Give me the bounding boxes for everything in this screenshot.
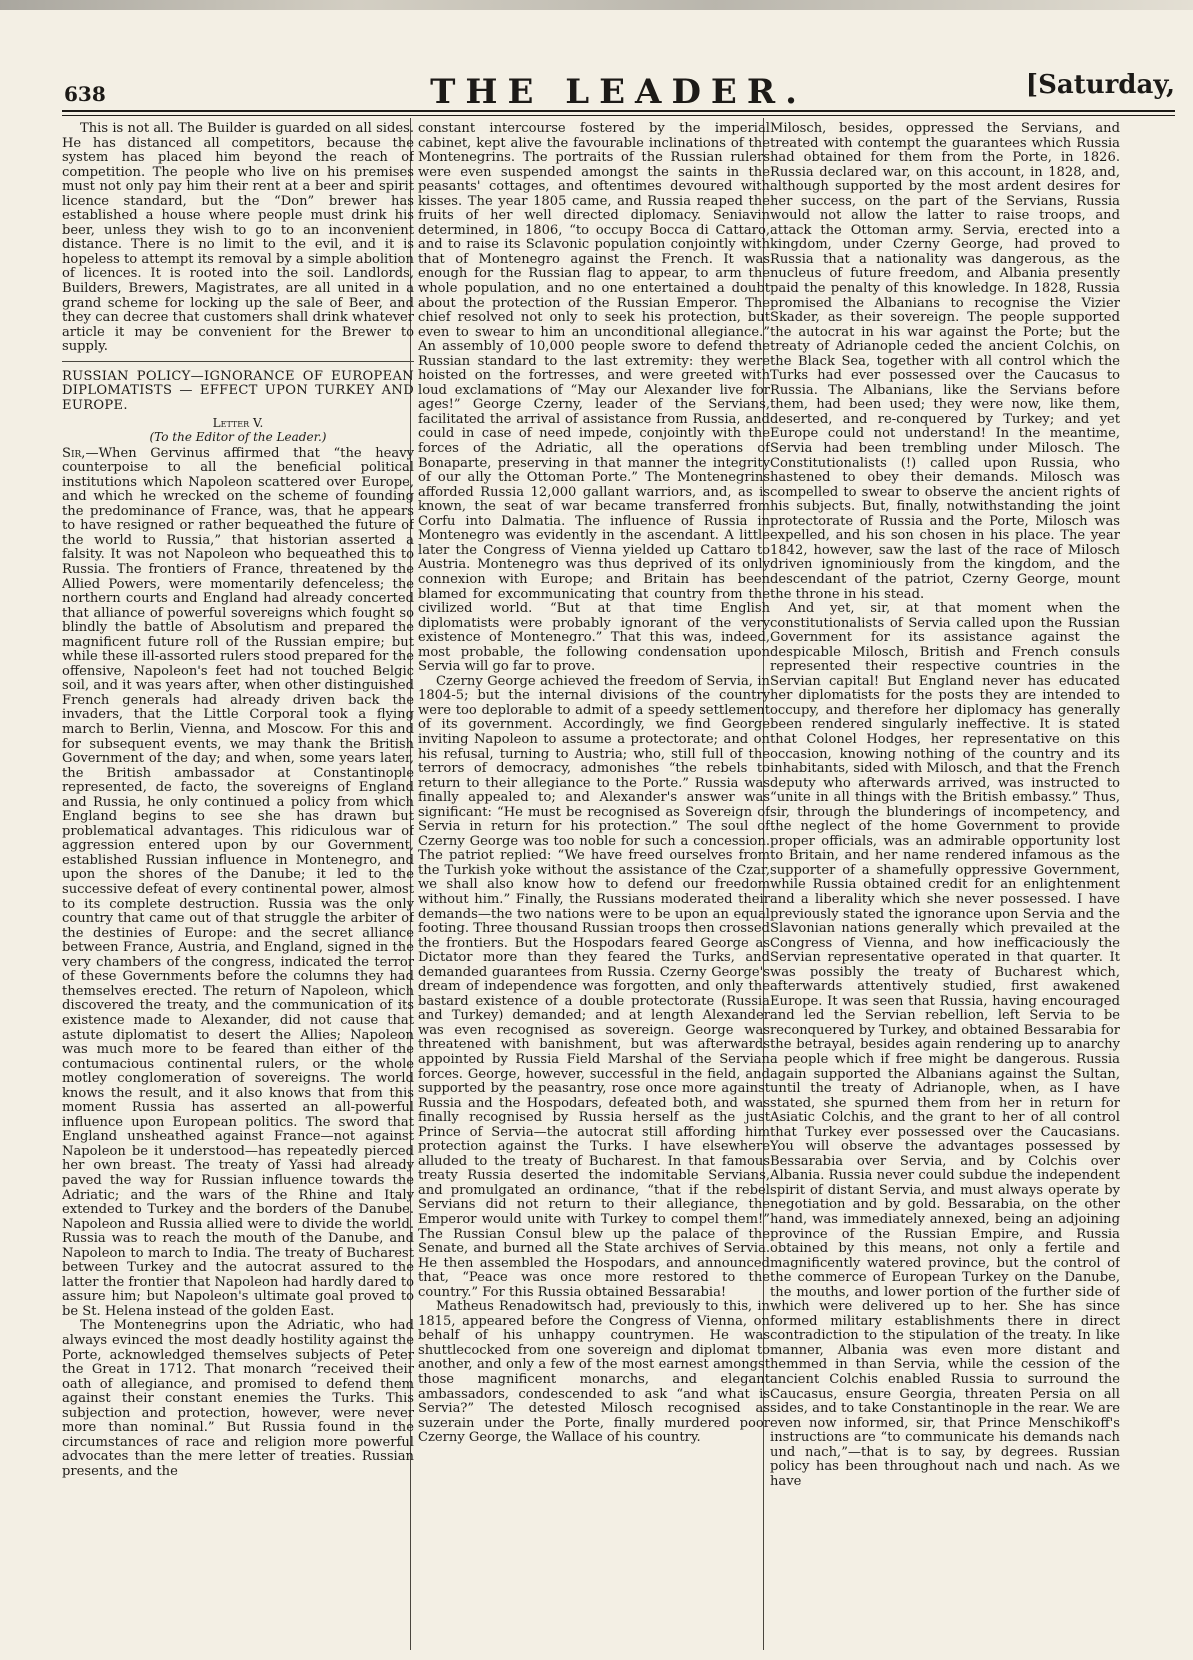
column-1 xyxy=(62,122,414,1652)
masthead-rule-thin xyxy=(62,115,1175,116)
newspaper-title: THE LEADER. xyxy=(430,72,807,112)
column-3 xyxy=(770,122,1120,1652)
paragraph: Matheus Renadowitsch had, previously to this, in 1815, appeared before the Congress of Vienna, on behalf of his unhappy countrymen. He was shuttlecocked from one sovereign and diplomat to another, and only a few of the most earnest amongst those magnificent monarchs, and elegant ambassadors, condescended to ask “and what is Servia?” The detested Milosch recognised as suzerain under the Porte, finally murdered poor Czerny George, the Wallace of his country. xyxy=(418,1299,770,1446)
column-2 xyxy=(418,122,770,1652)
paragraph: The Montenegrins upon the Adriatic, who had always evinced the most deadly hostility against the Porte, acknowledged themselves subjects of Peter the Great in 1712. That monarch “received their oath of allegiance, and promised to defend them against their constant enemies the Turks. This subjection and protection, however, were never more than nominal.” But Russia found in the circumstances of race and religion more powerful advocates than the mere letter of treaties. Russian presents, and the xyxy=(62,1318,414,1479)
paragraph: Czerny George achieved the freedom of Servia, in 1804-5; but the internal divisions of the country were too deplorable to admit of a speedy settlement of its government. Accordingly, we find George inviting Napoleon to assume a protectorate; and on his refusal, turning to Austria; who, still full of the terrors of democracy, admonishes “the rebels to return to their allegiance to the Porte.” Russia was finally appealed to; and Alexander's answer was significant: “He must be recognised as Sovereign of Servia in return for his protection.” The soul of Czerny George was too noble for such a concession. The patriot replied: “We have freed ourselves from the Turkish yoke without the assistance of the Czar, we shall also know how to defend our freedom without him.” Finally, the Russians moderated their demands—the two nations were to be upon an equal footing. Three thousand Russian troops then crossed the frontiers. But the Hospodars feared George as Dictator more than they feared the Turks, and demanded guarantees from Russia. Czerny George's dream of independence was forgotten, and only the bastard existence of a double protectorate (Russia and Turkey) demanded; and at length Alexander was even recognised as sovereign. George was threatened with banishment, but was afterwards appointed by Russia Field Marshal of the Servian forces. George, however, successful in the field, and supported by the peasantry, rose once more against Russia and the Hospodars, defeated both, and was finally recognised by Russia herself as the just Prince of Servia—the autocrat still affording him protection against the Turks. I have elsewhere alluded to the treaty of Bucharest. In that famous treaty Russia deserted the indomitable Servians, and promulgated an ordinance, “that if the rebel Servians did not return to their allegiance, the Emperor would unite with Turkey to compel them!” The Russian Consul blew up the palace of the Senate, and burned all the State archives of Servia. He then assembled the Hospodars, and announced that, “Peace was once more restored to the country.” For this Russia obtained Bessarabia! xyxy=(418,673,770,1300)
letter-paragraph-text: —When Gervinus affirmed that “the heavy counterpoise to all the beneficial political institutions which Napoleon scattered over Europe, and which he wrecked on the scheme of founding the predominance of France, was, that he appears to have resigned or rather bequeathed the future of the world to Russia,” that historian asserted a falsity. It was not Napoleon who bequeathed this to Russia. The frontiers of France, threatened by the Allied Powers, were momentarily defenceless; the northern courts and England had already concerted that alliance of powerful sovereigns which fought so blindly the battle of Absolutism and prepared the magnificent future roll of the Russian empire; but while these ill-assorted rulers stood prepared for the offensive, Napoleon's feet had not touched Belgic soil, and it was years after, when other distinguished French generals had already driven back the invaders, that the Little Corporal took a flying march to Berlin, Vienna, and Moscow. For this and for subsequent events, we may thank the British Government of the day; and when, some years later, the British ambassador at Constantinople represented, de facto, the sovereigns of England and Russia, he only continued a policy from which England begins to see she has drawn but problematical advantages. This ridiculous war of aggression entered upon by our Government, established Russian influence in Montenegro, and upon the shores of the Danube; it led to the successive defeat of every continental power, almost to its complete destruction. Russia was the only country that came out of that struggle the arbiter of the destinies of Europe: and the secret alliance between France, Austria, and England, signed in the very chambers of the congress, indicated the terror of these Governments before the columns they had themselves erected. The return of Napoleon, which discovered the treaty, and the communication of its existence made to Alexander, did not cause that astute diplomatist to desert the Allies; Napoleon was much more to be feared than either of the contumacious continental rulers, or the whole motley conglomeration of sovereigns. The world knows the result, and it also knows that from this moment Russia has asserted an all-powerful influence upon European politics. The sword that England unsheathed against France—not against Napoleon be it understood—has repeatedly pierced her own breast. The treaty of Yassi had already paved the way for Russian influence towards the Adriatic; and the wars of the Rhine and Italy extended to Turkey and the borders of the Danube. Napoleon and Russia allied were to divide the world. Russia was to reach the mouth of the Danube, and Napoleon to march to India. The treaty of Bucharest between Turkey and the autocrat assured to the latter the frontier that Napoleon had hardly dared to assure him; but Napoleon's ultimate goal proved to be St. Helena instead of the golden East. xyxy=(62,445,414,1319)
paragraph: Milosch, besides, oppressed the Servians, and treated with contempt the guarantees which Russia had obtained for them from the Porte, in 1826. Russia declared war, on this account, in 1828, and, although supported by the most ardent desires for her success, on the part of the Servians, Russia would not allow the latter to raise troops, and attack the Ottoman army. Servia, erected into a kingdom, under Czerny George, had proved to Russia that a nationality was dangerous, as the nucleus of future freedom, and Albania presently paid the penalty of this knowledge. In 1828, Russia promised the Albanians to recognise the Vizier Skader, as their sovereign. The people supported the autocrat in his war against the Porte; but the treaty of Adrianople ceded the ancient Colchis, on the Black Sea, together with all control which the Turks had ever possessed over the Caucasus to Russia. The Albanians, like the Servians before them, had been used; they were now, like them, deserted, and re-conquered by Turkey; and yet Europe could not understand! In the meantime, Servia had been trembling under Milosch. The Constitutionalists (!) called upon Russia, who hastened to obey their demands. Milosch was compelled to swear to observe the ancient rights of his subjects. But, finally, notwithstanding the joint protectorate of Russia and the Porte, Milosch was expelled, and his son chosen in his place. The year 1842, however, saw the last of the race of Milosch driven ignominiously from the kingdom, and the descendant of the patriot, Czerny George, mount the throne in his stead. xyxy=(770,122,1120,602)
letter-number: Letter V. xyxy=(212,415,264,430)
paragraph: And yet, sir, at that moment when the constitutionalists of Servia called upon the Russian Government for its assistance against the despicable Milosch, British and French consuls represented their respective countries in the Servian capital! But England never has educated her diplomatists for the posts they are intended to occupy, and therefore her diplomacy has generally been rendered singularly ineffective. It is stated that Colonel Hodges, her representative on this occasion, knowing nothing of the country and its inhabitants, sided with Milosch, and that the French deputy who afterwards arrived, was instructed to “unite in all things with the British embassy.” Thus, sir, through the blunderings of incompetency, and the neglect of the home Government to provide proper officials, was an admirable opportunity lost to Britain, and her name rendered infamous as the supporter of a shamefully oppressive Government, while Russia obtained credit for an enlightenment and a liberality which she never possessed. I have previously stated the ignorance upon Servia and the Slavonian nations generally which prevailed at the Congress of Vienna, and how inefficaciously the Servian representative operated in that quarter. It was possibly the treaty of Bucharest which, afterwards attentively studied, first awakened Europe. It was seen that Russia, having encouraged and led the Servian rebellion, left Servia to be reconquered by Turkey, and obtained Bessarabia for the betrayal, besides again rendering up to anarchy a people which if free might be dangerous. Russia again supported the Albanians against the Sultan, until the treaty of Adrianople, when, as I have stated, she spurned them from her in return for Asiatic Colchis, and the grant to her of all control that Turkey ever possessed over the Caucasians. You will observe the advantages possessed by Bessarabia over Servia, and by Colchis over Albania. Russia never could subdue the independent spirit of distant Servia, and must always operate by negotiation and by gold. Bessarabia, on the other hand, was immediately annexed, being an adjoining province of the Russian Empire, and Russia obtained by this means, not only a fertile and magnificently watered province, but the control of the commerce of European Turkey on the Danube, the mouths, and lower portion of the further side of which were delivered up to her. She has since formed military establishments there in direct contradiction to the stipulation of the treaty. In like manner, Albania was even more distant and hemmed in than Servia, while the cession of the ancient Colchis enabled Russia to surround the Caucasus, ensure Georgia, threaten Persia on all sides, and to take Constantinople in the rear. We are even now informed, sir, that Prince Menschikoff's instructions are “to communicate his demands nach und nach,”—that is to say, by degrees. Russian policy has been throughout nach und nach. As we have xyxy=(770,601,1120,1489)
letter-paragraph xyxy=(62,447,414,1320)
masthead xyxy=(62,70,1175,110)
masthead-rule xyxy=(62,110,1175,112)
scan-edge xyxy=(0,0,1193,10)
article-separator xyxy=(62,361,414,362)
builder-paragraph: This is not all. The Builder is guarded on all sides. He has distanced all competitors, because the system has placed him beyond the reach of competition. The people who live on his premises must not only pay him their rent at a beer and spirit licence standard, but the “Don” brewer has established a house where people must drink his beer, unless they wish to go to an inconvenient distance. There is no limit to the evil, and it is hopeless to attempt its removal by a simple abolition of licences. It is rooted into the soil. Landlords, Builders, Brewers, Magistrates, are all united in a grand scheme for locking up the sale of Beer, and they can decree that customers shall drink whatever article it may be convenient for the Brewer to supply. xyxy=(62,122,414,355)
salutation: Sir, xyxy=(62,445,86,461)
editor-note: (To the Editor of the Leader.) xyxy=(149,430,327,445)
article-heading: RUSSIAN POLICY—IGNORANCE OF EUROPEAN DIPLOMATISTS — EFFECT UPON TURKEY AND EUROPE. xyxy=(62,368,414,413)
page-number: 638 xyxy=(64,82,106,106)
issue-day: [Saturday, xyxy=(1025,70,1175,100)
paragraph: constant intercourse fostered by the imperial cabinet, kept alive the favourable inclinations of the Montenegrins. The portraits of the Russian rulers were even suspended amongst the saints in the peasants' cottages, and oftentimes devoured with kisses. The year 1805 came, and Russia reaped the fruits of her well directed diplomacy. Seniavin determined, in 1806, “to occupy Bocca di Cattaro, and to raise its Sclavonic population conjointly with that of Montenegro against the French. It was enough for the Russian flag to appear, to arm the whole population, and no one entertained a doubt about the protection of the Russian Emperor. The chief resolved not only to seek his protection, but even to swear to him an unconditional allegiance.” An assembly of 10,000 people swore to defend the Russian standard to the last extremity: they were hoisted on the fortresses, and were greeted with loud exclamations of “May our Alexander live for ages!” George Czerny, leader of the Servians, facilitated the arrival of assistance from Russia, and could in case of need impede, conjointly with the forces of the Adriatic, all the operations of Bonaparte, preserving in that manner the integrity of our ally the Ottoman Porte.” The Montenegrins afforded Russia 12,000 gallant warriors, and, as is known, the seat of war became transferred from Corfu into Dalmatia. The influence of Russia in Montenegro was evidently in the ascendant. A little later the Congress of Vienna yielded up Cattaro to Austria. Montenegro was thus deprived of its only connexion with Europe; and Britain has been blamed for excommunicating that country from the civilized world. “But at that time English diplomatists were probably ignorant of the very existence of Montenegro.” That this was, indeed, most probable, the following condensation upon Servia will go far to prove. xyxy=(418,122,770,675)
